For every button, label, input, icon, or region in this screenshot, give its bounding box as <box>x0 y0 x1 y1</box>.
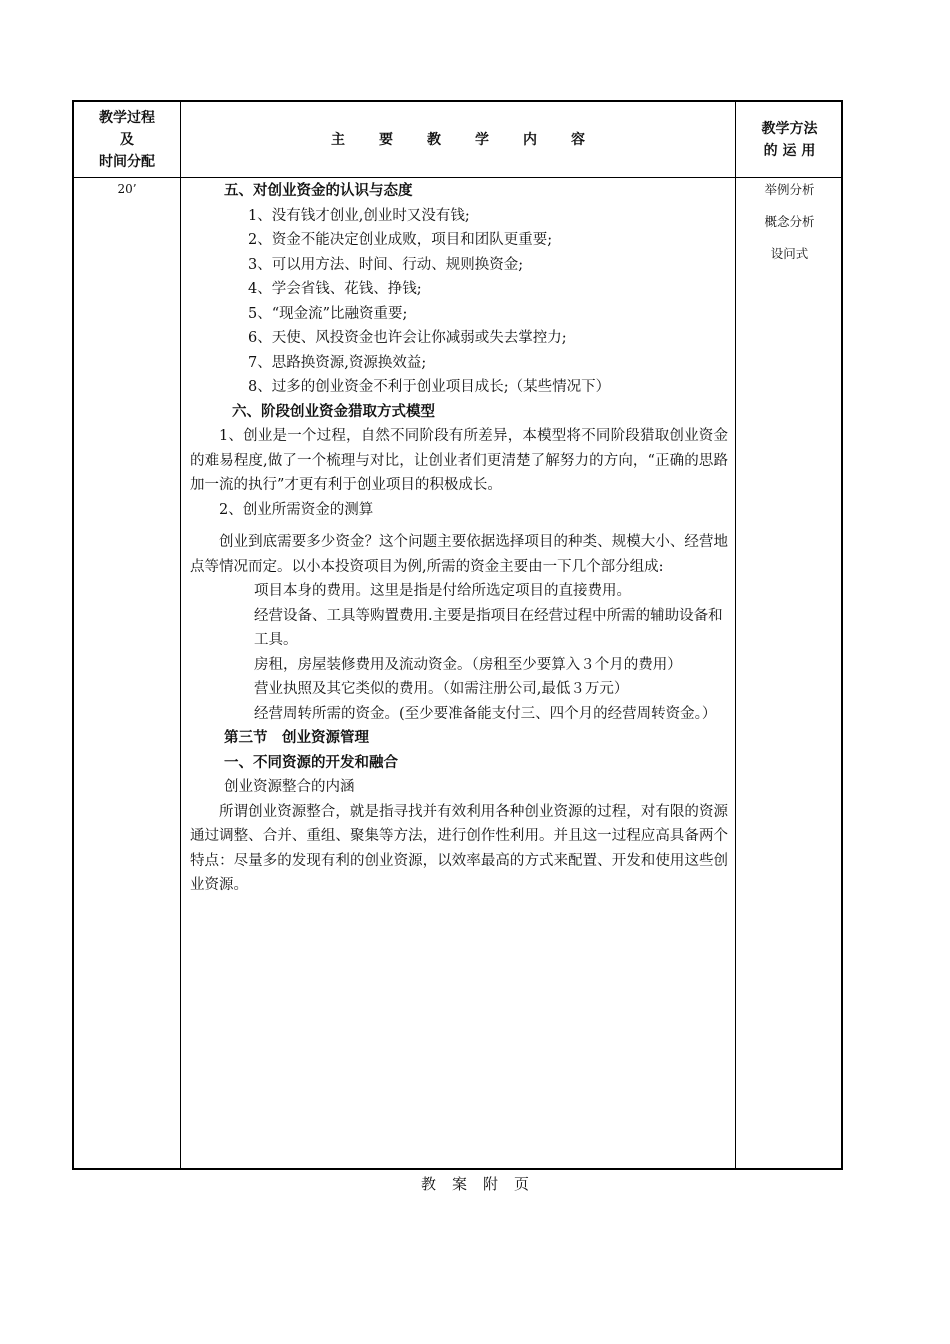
cost-item: 房租，房屋装修费用及流动资金。（房租至少要算入３个月的费用） <box>254 656 682 673</box>
subsection-label: 创业资源整合的内涵 <box>224 779 355 795</box>
header-content-col <box>181 102 735 177</box>
section-heading: 五、对创业资金的认识与态度 <box>224 182 413 199</box>
list-item: 1、没有钱才创业,创业时又没有钱; <box>248 207 470 224</box>
cost-item: 项目本身的费用。这里是指是付给所选定项目的直接费用。 <box>254 583 631 599</box>
paragraph: 2、创业所需资金的测算 <box>219 501 374 518</box>
teaching-methods <box>736 180 843 276</box>
method-item: 概念分析 <box>764 214 815 229</box>
list-item: 7、思路换资源,资源换效益; <box>248 354 427 371</box>
header-label: 及 <box>120 131 134 148</box>
header-label: 教学过程 <box>99 109 155 126</box>
list-item: 8、过多的创业资金不利于创业项目成长;（某些情况下） <box>248 379 611 395</box>
lesson-plan-table <box>72 100 843 1170</box>
list-item: 6、天使、风投资金也许会让你减弱或失去掌控力; <box>248 330 567 346</box>
method-item: 设问式 <box>770 246 809 261</box>
cost-item: 经营设备、工具等购置费用.主要是指项目在经营过程中所需的辅助设备和工具。 <box>254 607 723 648</box>
header-label: 时间分配 <box>99 153 155 170</box>
paragraph: 1、创业是一个过程，自然不同阶段有所差异，本模型将不同阶段猎取创业资金的难易程度,做了一个梳理与对比，让创业者们更清楚了解努力的方向，“正确的思路加一流的执行”才更有利于创业项目的积极成长。 <box>190 428 728 493</box>
paragraph: 创业到底需要多少资金？这个问题主要依据选择项目的种类、规模大小、经营地点等情况而定。以小本投资项目为例,所需的资金主要由一下几个部分组成: <box>190 534 728 575</box>
header-label: 主要教学内容 <box>331 131 619 148</box>
subsection-heading: 一、不同资源的开发和融合 <box>224 753 398 771</box>
page-footer: 教案附页 <box>420 1175 545 1193</box>
main-content <box>190 179 728 898</box>
cost-item: 营业执照及其它类似的费用。（如需注册公司,最低３万元） <box>254 681 629 697</box>
section-heading: 第三节 创业资源管理 <box>224 729 369 746</box>
paragraph: 所谓创业资源整合，就是指寻找并有效利用各种创业资源的过程，对有限的资源通过调整、合并、重组、聚集等方法，进行创作性利用。并且这一过程应高具备两个特点：尽量多的发现有利的创业资源，以效率最高的方式来配置、开发和使用这些创业资源。 <box>190 803 728 893</box>
header-label: 的 运 用 <box>763 142 816 159</box>
method-item: 举例分析 <box>764 182 815 197</box>
list-item: 4、学会省钱、花钱、挣钱; <box>248 281 422 297</box>
header-label: 教学方法 <box>761 120 818 137</box>
section-heading: 六、阶段创业资金猎取方式模型 <box>232 402 435 420</box>
cost-item: 经营周转所需的资金。(至少要准备能支付三、四个月的经营周转资金。） <box>254 705 717 722</box>
header-method-col <box>736 102 843 177</box>
list-item: 3、可以用方法、时间、行动、规则换资金; <box>248 256 524 273</box>
header-divider <box>74 177 841 178</box>
list-item: 5、“现金流”比融资重要; <box>248 305 408 322</box>
list-item: 2、资金不能决定创业成败，项目和团队更重要; <box>248 232 553 248</box>
column-divider <box>180 102 181 1168</box>
header-time-col <box>74 102 180 177</box>
time-allocation: 20’ <box>117 182 137 196</box>
